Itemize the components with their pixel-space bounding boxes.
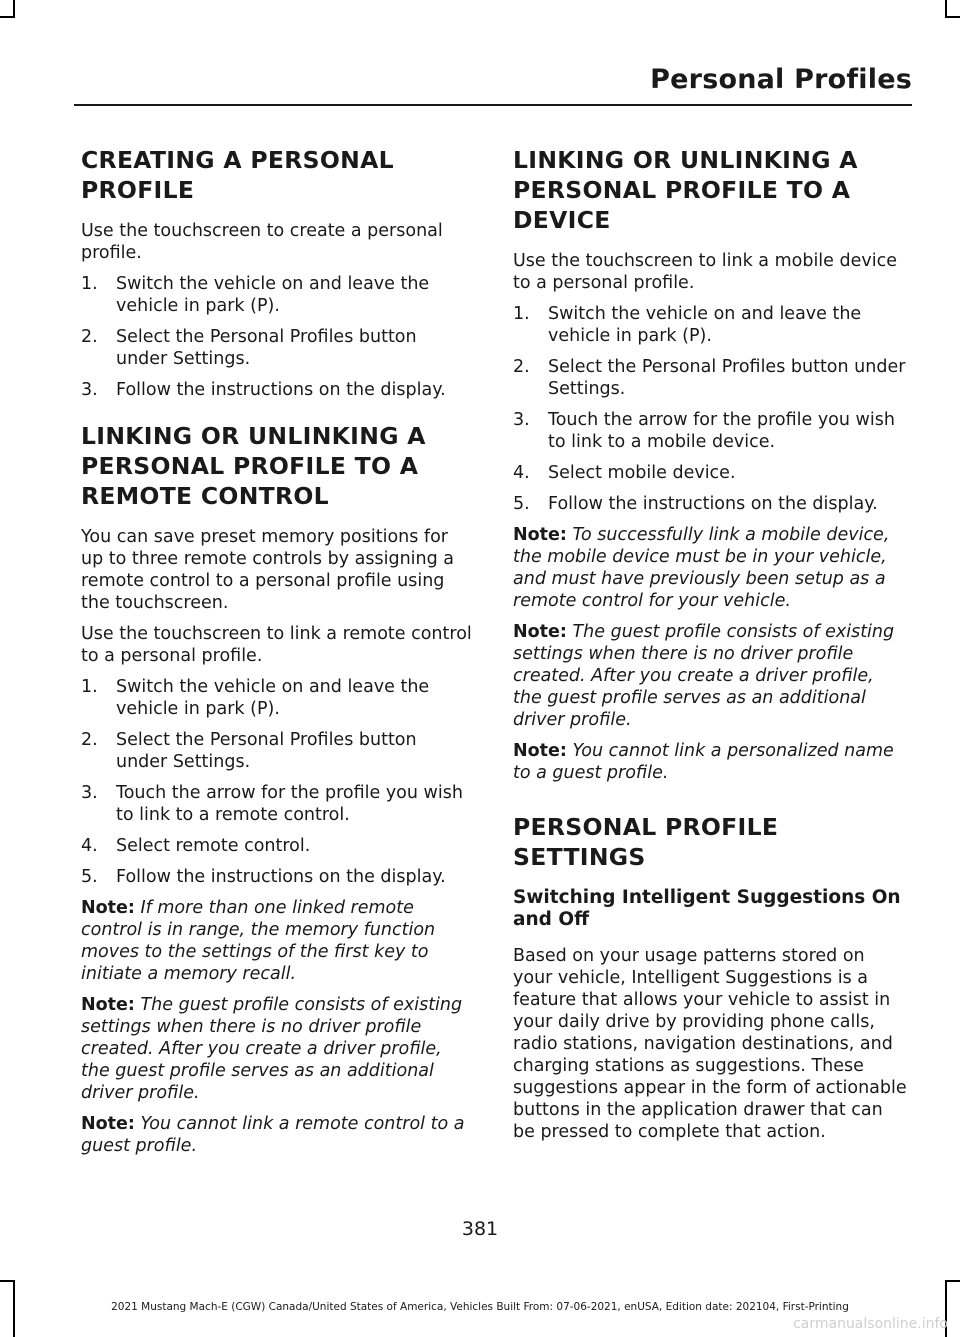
step-number: 4. [513,463,530,483]
section-heading-settings [513,813,907,873]
note [513,621,907,731]
heading-line: PERSONAL PROFILE TO A [513,176,851,204]
step-text: Select the Personal Profiles button under Settings. [116,730,417,772]
step-number: 2. [81,730,98,750]
footer-edition-info: 2021 Mustang Mach-E (CGW) Canada/United States of America, Vehicles Built From: 07-06-2021, enUSA, Edition date: 202104, First-Printing [111,1301,849,1313]
list-item [81,379,473,401]
section-heading-remote [81,422,473,512]
list-item [81,782,473,826]
note-text: The guest profile consists of existing settings when there is no driver profile created. After you create a driver profile, the guest profile serves as an additional driver profile. [513,622,895,730]
list-item [81,729,473,773]
left-column [81,146,473,1166]
step-text: Select remote control. [116,836,311,856]
note [513,740,907,784]
crop-mark [0,1280,15,1282]
header-rule [74,104,912,106]
step-text: Touch the arrow for the profile you wish to link to a mobile device. [548,410,895,452]
list-item [81,676,473,720]
step-number: 4. [81,836,98,856]
right-column [513,146,907,1152]
crop-mark [945,16,960,18]
list-item [81,866,473,888]
subheading-intelligent-suggestions: Switching Intelligent Suggestions On and Off [513,887,901,930]
note [81,994,473,1104]
device-steps [513,303,907,515]
remote-para-1: You can save preset memory positions for up to three remote controls by assigning a remote control to a personal profile using the touchscreen. [81,527,455,613]
remote-steps [81,676,473,888]
heading-line: DEVICE [513,206,611,234]
note-text: You cannot link a personalized name to a guest profile. [513,741,894,783]
note-label: Note: [513,741,567,761]
heading-line: CREATING A PERSONAL [81,146,394,174]
note [513,524,907,612]
step-text: Touch the arrow for the profile you wish to link to a remote control. [116,783,463,825]
list-item [81,835,473,857]
watermark: carmanualsonline.info [793,1316,948,1332]
note-label: Note: [513,622,567,642]
settings-para: Based on your usage patterns stored on your vehicle, Intelligent Suggestions is a feature that allows your vehicle to assist in your daily drive by providing phone calls, radio stations, navigation destinations, and charging stations as suggestions. These suggestions appear in the form of actionable buttons in the application drawer that can be pressed to complete that action. [513,946,907,1142]
device-intro: Use the touchscreen to link a mobile device to a personal profile. [513,251,897,293]
step-number: 1. [81,274,98,294]
step-text: Select the Personal Profiles button under Settings. [548,357,906,399]
crop-mark [945,1280,960,1282]
creating-intro: Use the touchscreen to create a personal profile. [81,221,443,263]
step-number: 5. [81,867,98,887]
heading-line: LINKING OR UNLINKING A [81,422,426,450]
step-number: 5. [513,494,530,514]
step-text: Follow the instructions on the display. [548,494,878,514]
list-item [513,409,907,453]
step-text: Follow the instructions on the display. [116,867,446,887]
remote-para-2: Use the touchscreen to link a remote control to a personal profile. [81,624,472,666]
heading-line: REMOTE CONTROL [81,482,329,510]
step-number: 1. [513,304,530,324]
list-item [513,356,907,400]
step-text: Switch the vehicle on and leave the vehicle in park (P). [116,274,430,316]
step-text: Select the Personal Profiles button under Settings. [116,327,417,369]
note-text: If more than one linked remote control is in range, the memory function moves to the settings of the first key to initiate a memory recall. [81,898,436,984]
list-item [513,303,907,347]
note-text: You cannot link a remote control to a guest profile. [81,1114,465,1156]
section-heading-device [513,146,907,236]
step-number: 3. [81,380,98,400]
step-text: Follow the instructions on the display. [116,380,446,400]
crop-mark [0,16,15,18]
section-heading-creating [81,146,473,206]
note [81,897,473,985]
heading-line: PROFILE [81,176,195,204]
list-item [81,326,473,370]
heading-line: PERSONAL PROFILE TO A [81,452,419,480]
step-number: 3. [81,783,98,803]
heading-line: SETTINGS [513,843,646,871]
step-number: 1. [81,677,98,697]
list-item [81,273,473,317]
list-item [513,493,907,515]
heading-line: PERSONAL PROFILE [513,813,779,841]
note [81,1113,473,1157]
note-label: Note: [513,525,567,545]
step-text: Select mobile device. [548,463,736,483]
step-text: Switch the vehicle on and leave the vehicle in park (P). [548,304,862,346]
step-number: 2. [81,327,98,347]
step-number: 3. [513,410,530,430]
note-label: Note: [81,995,135,1015]
step-text: Switch the vehicle on and leave the vehicle in park (P). [116,677,430,719]
step-number: 2. [513,357,530,377]
list-item [513,462,907,484]
note-text: To successfully link a mobile device, the mobile device must be in your vehicle, and must have previously been setup as a remote control for your vehicle. [513,525,890,611]
page-header-title: Personal Profiles [650,64,912,95]
page-number: 381 [461,1218,499,1240]
note-text: The guest profile consists of existing settings when there is no driver profile created. After you create a driver profile, the guest profile serves as an additional driver profile. [81,995,463,1103]
creating-steps [81,273,473,401]
note-label: Note: [81,898,135,918]
heading-line: LINKING OR UNLINKING A [513,146,858,174]
note-label: Note: [81,1114,135,1134]
